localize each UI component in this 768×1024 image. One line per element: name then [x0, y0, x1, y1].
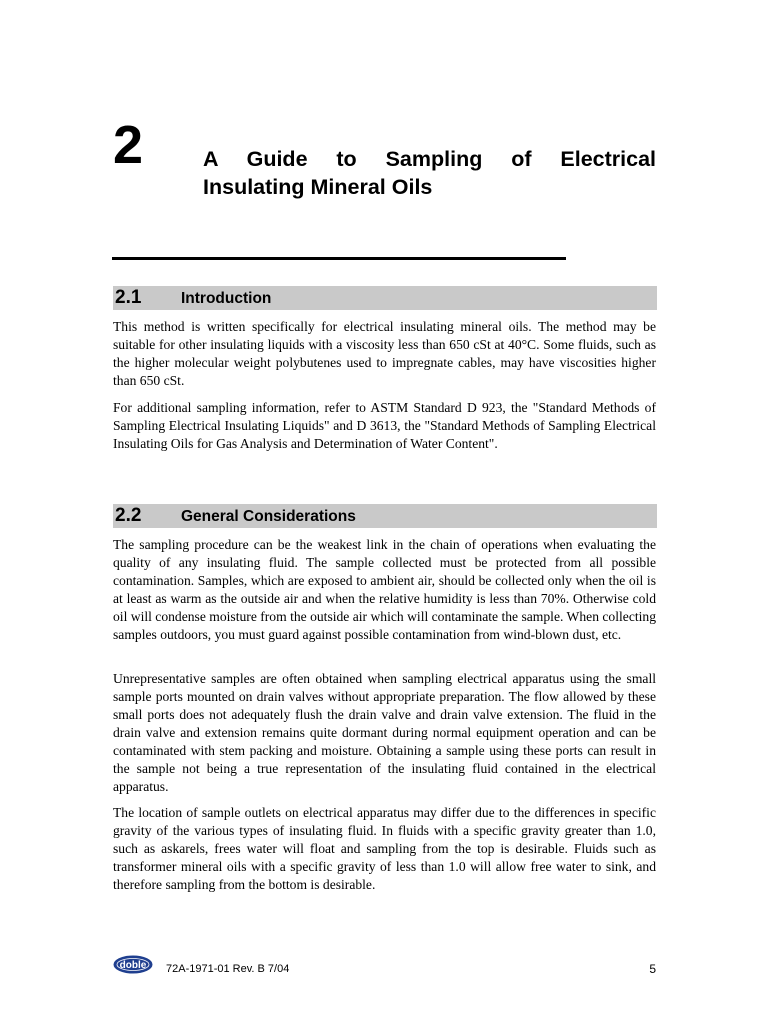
logo-text: doble — [119, 959, 147, 971]
chapter-divider — [112, 257, 566, 260]
chapter-title — [203, 145, 656, 201]
doble-logo — [113, 955, 153, 974]
section-title: Introduction — [181, 290, 272, 307]
paragraph: Unrepresentative samples are often obtained when sampling electrical apparatus using the small sample ports mounted on drain valves without appropriate preparation. The flow allowed by these small ports does not adequately flush the drain valve and drain valve extension. The fluid in the drain valve and extension remains quite dormant during normal equipment operation and can be contaminated with stem packing and moisture. Obtaining a sample using these ports can result in the sample not being a true representation of the insulating fluid contained in the electrical apparatus. — [113, 671, 656, 794]
chapter-title-line-1: A Guide to Sampling of Electrical — [203, 147, 656, 171]
paragraph: The sampling procedure can be the weakest link in the chain of operations when evaluating the quality of any insulating fluid. The sample collected must be protected from all possible contamination. Samples, which are exposed to ambient air, should be collected only when the oil is at least as warm as the outside air and when the relative humidity is less than 70%. Otherwise cold oil will condense moisture from the outside air which will contaminate the sample. When collecting samples outdoors, you must guard against possible contamination from wind-blown dust, etc. — [113, 537, 656, 642]
paragraph: This method is written specifically for electrical insulating mineral oils. The method may be suitable for other insulating liquids with a viscosity less than 650 cSt at 40°C. Some fluids, such as the higher molecular weight polybutenes used to impregnate cables, may have viscosities higher than 650 cSt. — [113, 319, 656, 388]
chapter-number: 2 — [113, 115, 144, 175]
section-number: 2.1 — [115, 287, 142, 308]
section-number: 2.2 — [115, 505, 142, 526]
section-heading-general-considerations — [113, 504, 657, 528]
paragraph: The location of sample outlets on electrical apparatus may differ due to the differences in specific gravity of the various types of insulating fluid. In fluids with a specific gravity greater than 1.0, such as askarels, frees water will float and sampling from the top is desirable. Fluids such as transformer mineral oils with a specific gravity of less than 1.0 will allow free water to sink, and therefore sampling from the bottom is desirable. — [113, 805, 656, 892]
document-id: 72A-1971-01 Rev. B 7/04 — [166, 963, 290, 975]
section-title: General Considerations — [181, 508, 356, 525]
section-heading-introduction — [113, 286, 657, 310]
page-number: 5 — [649, 962, 656, 976]
paragraph: For additional sampling information, refer to ASTM Standard D 923, the "Standard Methods of Sampling Electrical Insulating Liquids" and D 3613, the "Standard Methods of Sampling Electrical Insulating Oils for Gas Analysis and Determination of Water Content". — [113, 400, 656, 451]
chapter-title-line-2: Insulating Mineral Oils — [203, 175, 433, 199]
